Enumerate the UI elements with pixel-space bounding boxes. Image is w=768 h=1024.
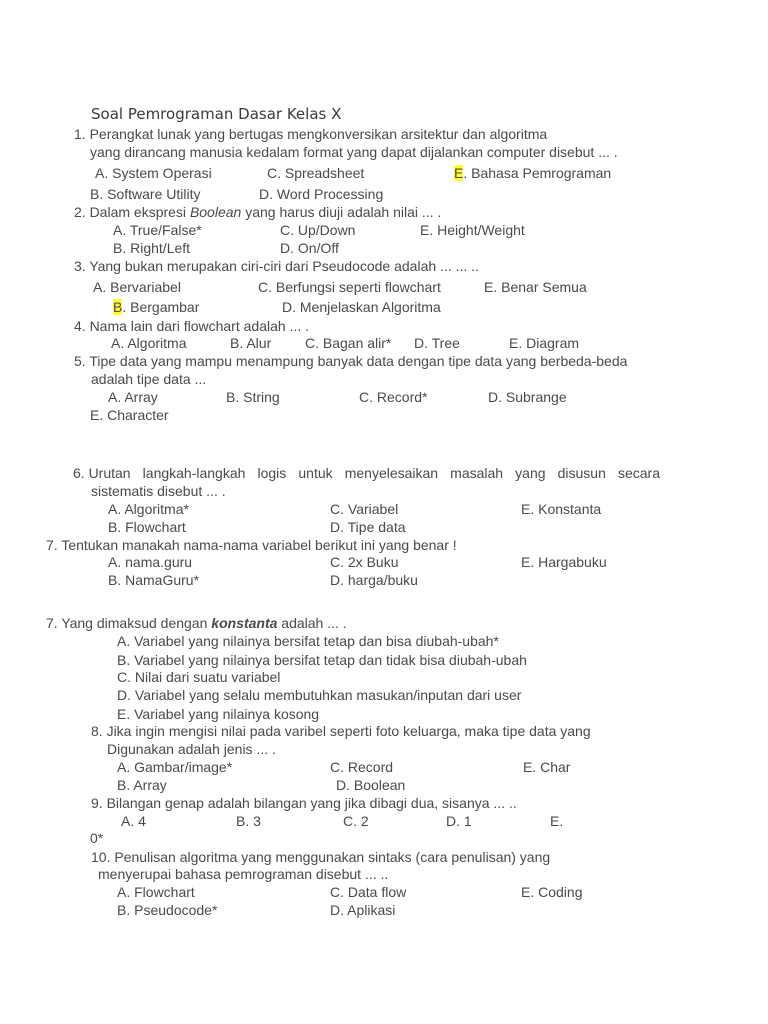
q6-word: langkah-langkah — [142, 465, 246, 481]
q4-option-e: E. Diagram — [509, 335, 580, 351]
question-1-text: 1. Perangkat lunak yang bertugas mengkonversikan arsitektur dan algoritma — [74, 126, 548, 142]
q7b-option-a: A. Variabel yang nilainya bersifat tetap dan bisa diubah-ubah* — [117, 633, 499, 649]
q6-option-b: B. Flowchart — [108, 519, 186, 535]
question-8-text: 8. Jika ingin mengisi nilai pada varibel seperti foto keluarga, maka tipe data yang — [91, 723, 591, 739]
question-1-text-cont: yang dirancang manusia kedalam format yang dapat dijalankan computer disebut ... . — [90, 144, 618, 160]
question-5-text-cont: adalah tipe data ... — [91, 371, 207, 387]
q7b-text-emphasis: konstanta — [211, 615, 278, 631]
q6-option-e: E. Konstanta — [521, 501, 602, 517]
q7b-option-b: B. Variabel yang nilainya bersifat tetap dan tidak bisa diubah-ubah — [117, 652, 527, 668]
q3-option-a: A. Bervariabel — [93, 279, 181, 295]
q1-option-a: A. System Operasi — [95, 165, 212, 181]
q4-option-d: D. Tree — [414, 335, 460, 351]
question-9-text: 9. Bilangan genap adalah bilangan yang jika dibagi dua, sisanya ... .. — [91, 795, 517, 811]
question-10-text: 10. Penulisan algoritma yang menggunakan sintaks (cara penulisan) yang — [91, 849, 551, 865]
q7b-text-post: adalah ... . — [277, 615, 347, 631]
q10-option-d: D. Aplikasi — [330, 902, 396, 918]
q2-text-pre: 2. Dalam ekspresi — [74, 204, 190, 220]
q1-option-b: B. Software Utility — [90, 186, 201, 202]
q7b-text-pre: 7. Yang dimaksud dengan — [46, 615, 212, 631]
q2-text-post: yang harus diuji adalah nilai ... . — [241, 204, 442, 220]
q10-option-a: A. Flowchart — [117, 884, 195, 900]
q2-option-b: B. Right/Left — [113, 240, 191, 256]
q1-option-e — [454, 165, 611, 182]
q8-option-a: A. Gambar/image* — [117, 759, 233, 775]
q6-word: disusun — [557, 465, 606, 481]
q5-option-d: D. Subrange — [488, 389, 567, 405]
q3-option-c: C. Berfungsi seperti flowchart — [258, 279, 441, 295]
q10-option-b: B. Pseudocode* — [117, 902, 218, 918]
q5-option-c: C. Record* — [359, 389, 428, 405]
q6-word: masalah — [450, 465, 504, 481]
question-6-text — [73, 465, 660, 482]
q2-text-emphasis: Boolean — [189, 204, 242, 220]
q2-option-e: E. Height/Weight — [420, 222, 525, 238]
q1-option-d: D. Word Processing — [259, 186, 384, 202]
q5-option-e: E. Character — [90, 407, 169, 423]
q1-option-c: C. Spreadsheet — [267, 165, 365, 181]
q7a-option-c: C. 2x Buku — [330, 554, 399, 570]
q8-option-e: E. Char — [523, 759, 571, 775]
q4-option-b: B. Alur — [230, 335, 272, 351]
q8-option-d: D. Boolean — [336, 777, 406, 793]
q7a-option-d: D. harga/buku — [330, 572, 418, 588]
q5-option-a: A. Array — [108, 389, 158, 405]
q9-option-a: A. 4 — [121, 813, 146, 829]
question-3-text: 3. Yang bukan merupakan ciri-ciri dari Pseudocode adalah ... ... .. — [74, 258, 479, 274]
page-title: Soal Pemrograman Dasar Kelas X — [91, 105, 342, 123]
q9-option-e: E. — [550, 813, 564, 829]
q6-word: yang — [515, 465, 546, 481]
q8-option-c: C. Record — [330, 759, 394, 775]
q9-option-b: B. 3 — [236, 813, 261, 829]
q4-option-c: C. Bagan alir* — [305, 335, 392, 351]
q8-option-b: B. Array — [117, 777, 167, 793]
question-8-text-cont: Digunakan adalah jenis ... . — [107, 741, 276, 757]
q6-word: secara — [617, 465, 660, 481]
question-5-text: 5. Tipe data yang mampu menampung banyak data dengan tipe data yang berbeda-beda — [74, 353, 628, 369]
q2-option-d: D. On/Off — [280, 240, 339, 256]
q7b-option-e: E. Variabel yang nilainya kosong — [117, 706, 320, 722]
q10-option-e: E. Coding — [521, 884, 583, 900]
question-2-text — [74, 204, 441, 221]
q4-option-a: A. Algoritma — [111, 335, 187, 351]
question-10-text-cont: menyerupai bahasa pemrograman disebut ... .. — [98, 866, 389, 882]
q7a-option-b: B. NamaGuru* — [108, 572, 200, 588]
q6-option-a: A. Algoritma* — [108, 501, 189, 517]
q7b-option-d: D. Variabel yang selalu membutuhkan masukan/inputan dari user — [117, 687, 522, 703]
q10-option-c: C. Data flow — [330, 884, 407, 900]
q9-option-d: D. 1 — [446, 813, 472, 829]
answer-highlight: E — [454, 165, 464, 181]
q5-option-b: B. String — [226, 389, 280, 405]
q3-option-b — [113, 299, 199, 316]
q2-option-c: C. Up/Down — [280, 222, 356, 238]
q6-word: untuk — [298, 465, 333, 481]
q6-word: menyelesaikan — [344, 465, 439, 481]
q6-word: 6. Urutan — [73, 465, 131, 481]
q6-option-c: C. Variabel — [330, 501, 399, 517]
answer-highlight: B — [113, 299, 123, 315]
question-7a-text: 7. Tentukan manakah nama-nama variabel berikut ini yang benar ! — [46, 537, 457, 553]
question-4-text: 4. Nama lain dari flowchart adalah ... . — [74, 318, 310, 334]
q9-option-e-value: 0* — [90, 830, 104, 846]
q6-word: logis — [257, 465, 287, 481]
q3-option-d: D. Menjelaskan Algoritma — [282, 299, 441, 315]
question-7b-text — [46, 615, 347, 632]
q2-option-a: A. True/False* — [113, 222, 202, 238]
q7a-option-e: E. Hargabuku — [521, 554, 607, 570]
q3-option-b-text: . Bergambar — [122, 299, 200, 315]
q3-option-e: E. Benar Semua — [484, 279, 587, 295]
q7b-option-c: C. Nilai dari suatu variabel — [117, 669, 281, 685]
q1-option-e-text: . Bahasa Pemrograman — [463, 165, 612, 181]
q7a-option-a: A. nama.guru — [108, 554, 193, 570]
q6-option-d: D. Tipe data — [330, 519, 406, 535]
question-6-text-cont: sistematis disebut ... . — [91, 483, 226, 499]
q9-option-c: C. 2 — [343, 813, 369, 829]
